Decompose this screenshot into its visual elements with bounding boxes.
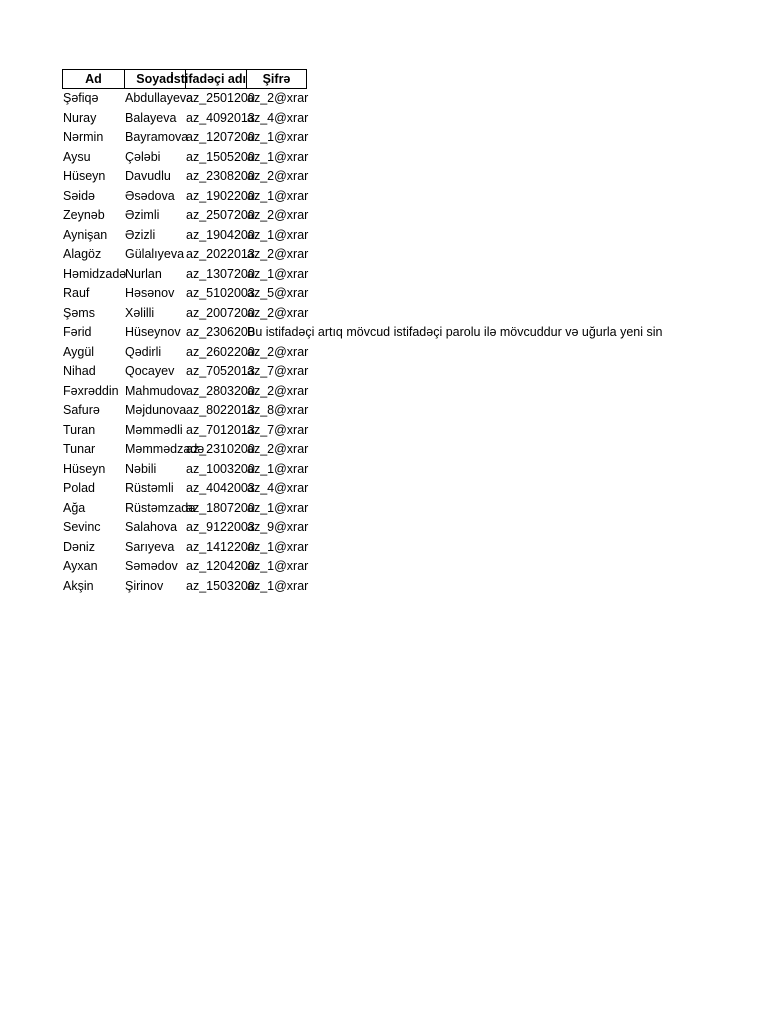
cell-sifre[interactable]: az_1@xrar bbox=[247, 130, 309, 144]
cell-istifadeci-adi[interactable]: az_2308200 bbox=[186, 169, 255, 183]
cell-sifre[interactable]: az_1@xrar bbox=[247, 559, 309, 573]
table-row bbox=[62, 421, 307, 441]
cell-ad[interactable]: Zeynəb bbox=[63, 208, 105, 222]
table-row bbox=[62, 401, 307, 421]
table-row bbox=[62, 304, 307, 324]
cell-istifadeci-adi[interactable]: az_1505200 bbox=[186, 149, 255, 164]
cell-soyad[interactable]: Salahova bbox=[125, 520, 178, 534]
cell-ad[interactable]: Səidə bbox=[63, 188, 95, 203]
cell-istifadeci-adi[interactable]: az_4092013 bbox=[186, 110, 255, 125]
cell-ad[interactable]: Şəfiqə bbox=[63, 91, 99, 105]
cell-istifadeci-adi[interactable]: az_1904200 bbox=[186, 227, 255, 242]
cell-istifadeci-adi[interactable]: az_2507200 bbox=[186, 208, 255, 222]
table-row bbox=[62, 557, 307, 577]
cell-istifadeci-adi[interactable]: az_1307200 bbox=[186, 266, 255, 281]
cell-soyad[interactable]: Abdullayeva bbox=[125, 91, 194, 105]
cell-ad[interactable]: Nihad bbox=[63, 364, 96, 378]
cell-istifadeci-adi[interactable]: az_2602200 bbox=[186, 344, 255, 359]
cell-sifre[interactable]: az_1@xrar bbox=[247, 461, 309, 476]
table-row bbox=[62, 479, 307, 499]
cell-soyad[interactable]: Xəlilli bbox=[125, 305, 155, 320]
cell-istifadeci-adi[interactable]: az_2007200 bbox=[186, 305, 255, 320]
cell-istifadeci-adi[interactable]: az_7052013 bbox=[186, 364, 255, 378]
cell-istifadeci-adi[interactable]: az_2306200 bbox=[186, 325, 255, 339]
cell-soyad[interactable]: Çələbi bbox=[125, 149, 161, 164]
cell-ad[interactable]: Ağa bbox=[63, 500, 86, 515]
cell-ad[interactable]: Həmidzadə bbox=[63, 266, 127, 281]
table-row bbox=[62, 323, 663, 343]
cell-sifre[interactable]: az_2@xrar bbox=[247, 305, 309, 320]
cell-soyad[interactable]: Həsənov bbox=[125, 286, 175, 300]
cell-ad[interactable]: Nərmin bbox=[63, 130, 104, 144]
cell-ad[interactable]: Aysu bbox=[63, 149, 91, 164]
cell-soyad[interactable]: Nurlan bbox=[125, 266, 162, 281]
cell-soyad[interactable]: Mahmudov bbox=[125, 383, 187, 398]
header-sifre[interactable]: Şifrə bbox=[246, 69, 307, 89]
cell-sifre[interactable]: az_1@xrar bbox=[247, 188, 309, 203]
cell-sifre[interactable]: az_1@xrar bbox=[247, 227, 309, 242]
cell-soyad[interactable]: Əsədova bbox=[125, 188, 175, 203]
cell-sifre[interactable]: az_5@xrar bbox=[247, 286, 309, 300]
cell-sifre[interactable]: az_2@xrar bbox=[247, 91, 309, 105]
cell-istifadeci-adi[interactable]: az_1204200 bbox=[186, 559, 255, 573]
cell-istifadeci-adi[interactable]: az_8022013 bbox=[186, 403, 255, 417]
table-row bbox=[62, 89, 307, 109]
cell-istifadeci-adi[interactable]: az_1503200 bbox=[186, 578, 255, 593]
table-row bbox=[62, 518, 307, 538]
table-row bbox=[62, 440, 307, 460]
cell-soyad[interactable]: Əzizli bbox=[125, 227, 156, 242]
cell-soyad[interactable]: Qədirli bbox=[125, 344, 162, 359]
cell-soyad[interactable]: Məmmədzadə bbox=[125, 442, 205, 456]
cell-sifre[interactable]: Bu istifadəçi artıq mövcud istifadəçi parolu ilə mövcuddur və uğurla yeni sin bbox=[247, 325, 663, 339]
header-istifadeci-adi[interactable]: İstifadəçi adı bbox=[185, 69, 247, 89]
table-row bbox=[62, 167, 307, 187]
cell-soyad[interactable]: Nəbili bbox=[125, 461, 157, 476]
cell-istifadeci-adi[interactable]: az_7012013 bbox=[186, 422, 255, 437]
cell-ad[interactable]: Aynişan bbox=[63, 227, 108, 242]
cell-sifre[interactable]: az_2@xrar bbox=[247, 442, 309, 456]
table-row bbox=[62, 577, 307, 597]
table-row bbox=[62, 187, 307, 207]
cell-ad[interactable]: Nuray bbox=[63, 110, 97, 125]
cell-sifre[interactable]: az_9@xrar bbox=[247, 520, 309, 534]
cell-ad[interactable]: Dəniz bbox=[63, 539, 95, 554]
cell-istifadeci-adi[interactable]: az_9122003 bbox=[186, 520, 255, 534]
cell-ad[interactable]: Şəms bbox=[63, 305, 95, 320]
cell-soyad[interactable]: Əzimli bbox=[125, 208, 160, 222]
cell-sifre[interactable]: az_2@xrar bbox=[247, 383, 309, 398]
cell-sifre[interactable]: az_2@xrar bbox=[247, 169, 309, 183]
cell-soyad[interactable]: Davudlu bbox=[125, 169, 171, 183]
cell-ad[interactable]: Ayxan bbox=[63, 559, 98, 573]
cell-ad[interactable]: Polad bbox=[63, 481, 95, 495]
cell-sifre[interactable]: az_8@xrar bbox=[247, 403, 309, 417]
cell-ad[interactable]: Turan bbox=[63, 422, 96, 437]
header-ad[interactable]: Ad bbox=[62, 69, 125, 89]
table-row bbox=[62, 499, 307, 519]
table-row bbox=[62, 128, 307, 148]
cell-ad[interactable]: Hüseyn bbox=[63, 169, 106, 183]
table-row bbox=[62, 284, 307, 304]
table-row bbox=[62, 538, 307, 558]
cell-sifre[interactable]: az_2@xrar bbox=[247, 247, 309, 261]
cell-soyad[interactable]: Rüstəmzadə bbox=[125, 500, 196, 515]
table-row bbox=[62, 226, 307, 246]
cell-soyad[interactable]: Bayramova bbox=[125, 130, 189, 144]
cell-ad[interactable]: Fəxrəddin bbox=[63, 383, 119, 398]
table-row bbox=[62, 206, 307, 226]
table-body bbox=[62, 89, 663, 596]
cell-soyad[interactable]: Məjdunova bbox=[125, 403, 187, 417]
cell-soyad[interactable]: Rüstəmli bbox=[125, 481, 174, 495]
cell-ad[interactable]: Aygül bbox=[63, 344, 95, 359]
cell-soyad[interactable]: Gülalıyeva bbox=[125, 247, 185, 261]
table-row bbox=[62, 382, 307, 402]
cell-sifre[interactable]: az_7@xrar bbox=[247, 422, 309, 437]
cell-ad[interactable]: Hüseyn bbox=[63, 461, 106, 476]
table-row bbox=[62, 265, 307, 285]
table-row bbox=[62, 109, 307, 129]
spreadsheet-table bbox=[62, 69, 663, 596]
cell-ad[interactable]: Rauf bbox=[63, 286, 90, 300]
cell-istifadeci-adi[interactable]: az_2310200 bbox=[186, 442, 255, 456]
cell-soyad[interactable]: Hüseynov bbox=[125, 325, 181, 339]
cell-istifadeci-adi[interactable]: az_1003200 bbox=[186, 461, 255, 476]
cell-soyad[interactable]: Balayeva bbox=[125, 110, 177, 125]
cell-ad[interactable]: Sevinc bbox=[63, 520, 101, 534]
cell-sifre[interactable]: az_2@xrar bbox=[247, 208, 309, 222]
header-soyad[interactable]: Soyad bbox=[124, 69, 186, 89]
cell-istifadeci-adi[interactable]: az_2803200 bbox=[186, 383, 255, 398]
cell-ad[interactable]: Fərid bbox=[63, 325, 92, 339]
cell-istifadeci-adi[interactable]: az_1207200 bbox=[186, 130, 255, 144]
cell-soyad[interactable]: Qocayev bbox=[125, 364, 175, 378]
cell-soyad[interactable]: Səmədov bbox=[125, 559, 178, 573]
cell-istifadeci-adi[interactable]: az_2022013 bbox=[186, 247, 255, 261]
cell-istifadeci-adi[interactable]: az_5102003 bbox=[186, 286, 255, 300]
table-row bbox=[62, 148, 307, 168]
cell-ad[interactable]: Alagöz bbox=[63, 247, 102, 261]
table-row bbox=[62, 460, 307, 480]
cell-istifadeci-adi[interactable]: az_2501200 bbox=[186, 91, 255, 105]
header-row bbox=[62, 69, 307, 89]
cell-istifadeci-adi[interactable]: az_1807200 bbox=[186, 500, 255, 515]
cell-istifadeci-adi[interactable]: az_1412200 bbox=[186, 539, 255, 554]
cell-sifre[interactable]: az_2@xrar bbox=[247, 344, 309, 359]
cell-ad[interactable]: Akşin bbox=[63, 578, 94, 593]
cell-sifre[interactable]: az_4@xrar bbox=[247, 110, 309, 125]
table-row bbox=[62, 245, 307, 265]
cell-istifadeci-adi[interactable]: az_1902200 bbox=[186, 188, 255, 203]
cell-sifre[interactable]: az_4@xrar bbox=[247, 481, 309, 495]
cell-soyad[interactable]: Məmmədli bbox=[125, 422, 183, 437]
cell-sifre[interactable]: az_1@xrar bbox=[247, 500, 309, 515]
cell-soyad[interactable]: Sarıyeva bbox=[125, 539, 175, 554]
cell-ad[interactable]: Tunar bbox=[63, 442, 96, 456]
table-row bbox=[62, 343, 307, 363]
cell-sifre[interactable]: az_1@xrar bbox=[247, 149, 309, 164]
cell-sifre[interactable]: az_1@xrar bbox=[247, 578, 309, 593]
cell-sifre[interactable]: az_1@xrar bbox=[247, 539, 309, 554]
table-row bbox=[62, 362, 307, 382]
cell-ad[interactable]: Safurə bbox=[63, 403, 100, 417]
cell-sifre[interactable]: az_7@xrar bbox=[247, 364, 309, 378]
cell-sifre[interactable]: az_1@xrar bbox=[247, 266, 309, 281]
cell-soyad[interactable]: Şirinov bbox=[125, 578, 164, 593]
cell-istifadeci-adi[interactable]: az_4042003 bbox=[186, 481, 255, 495]
